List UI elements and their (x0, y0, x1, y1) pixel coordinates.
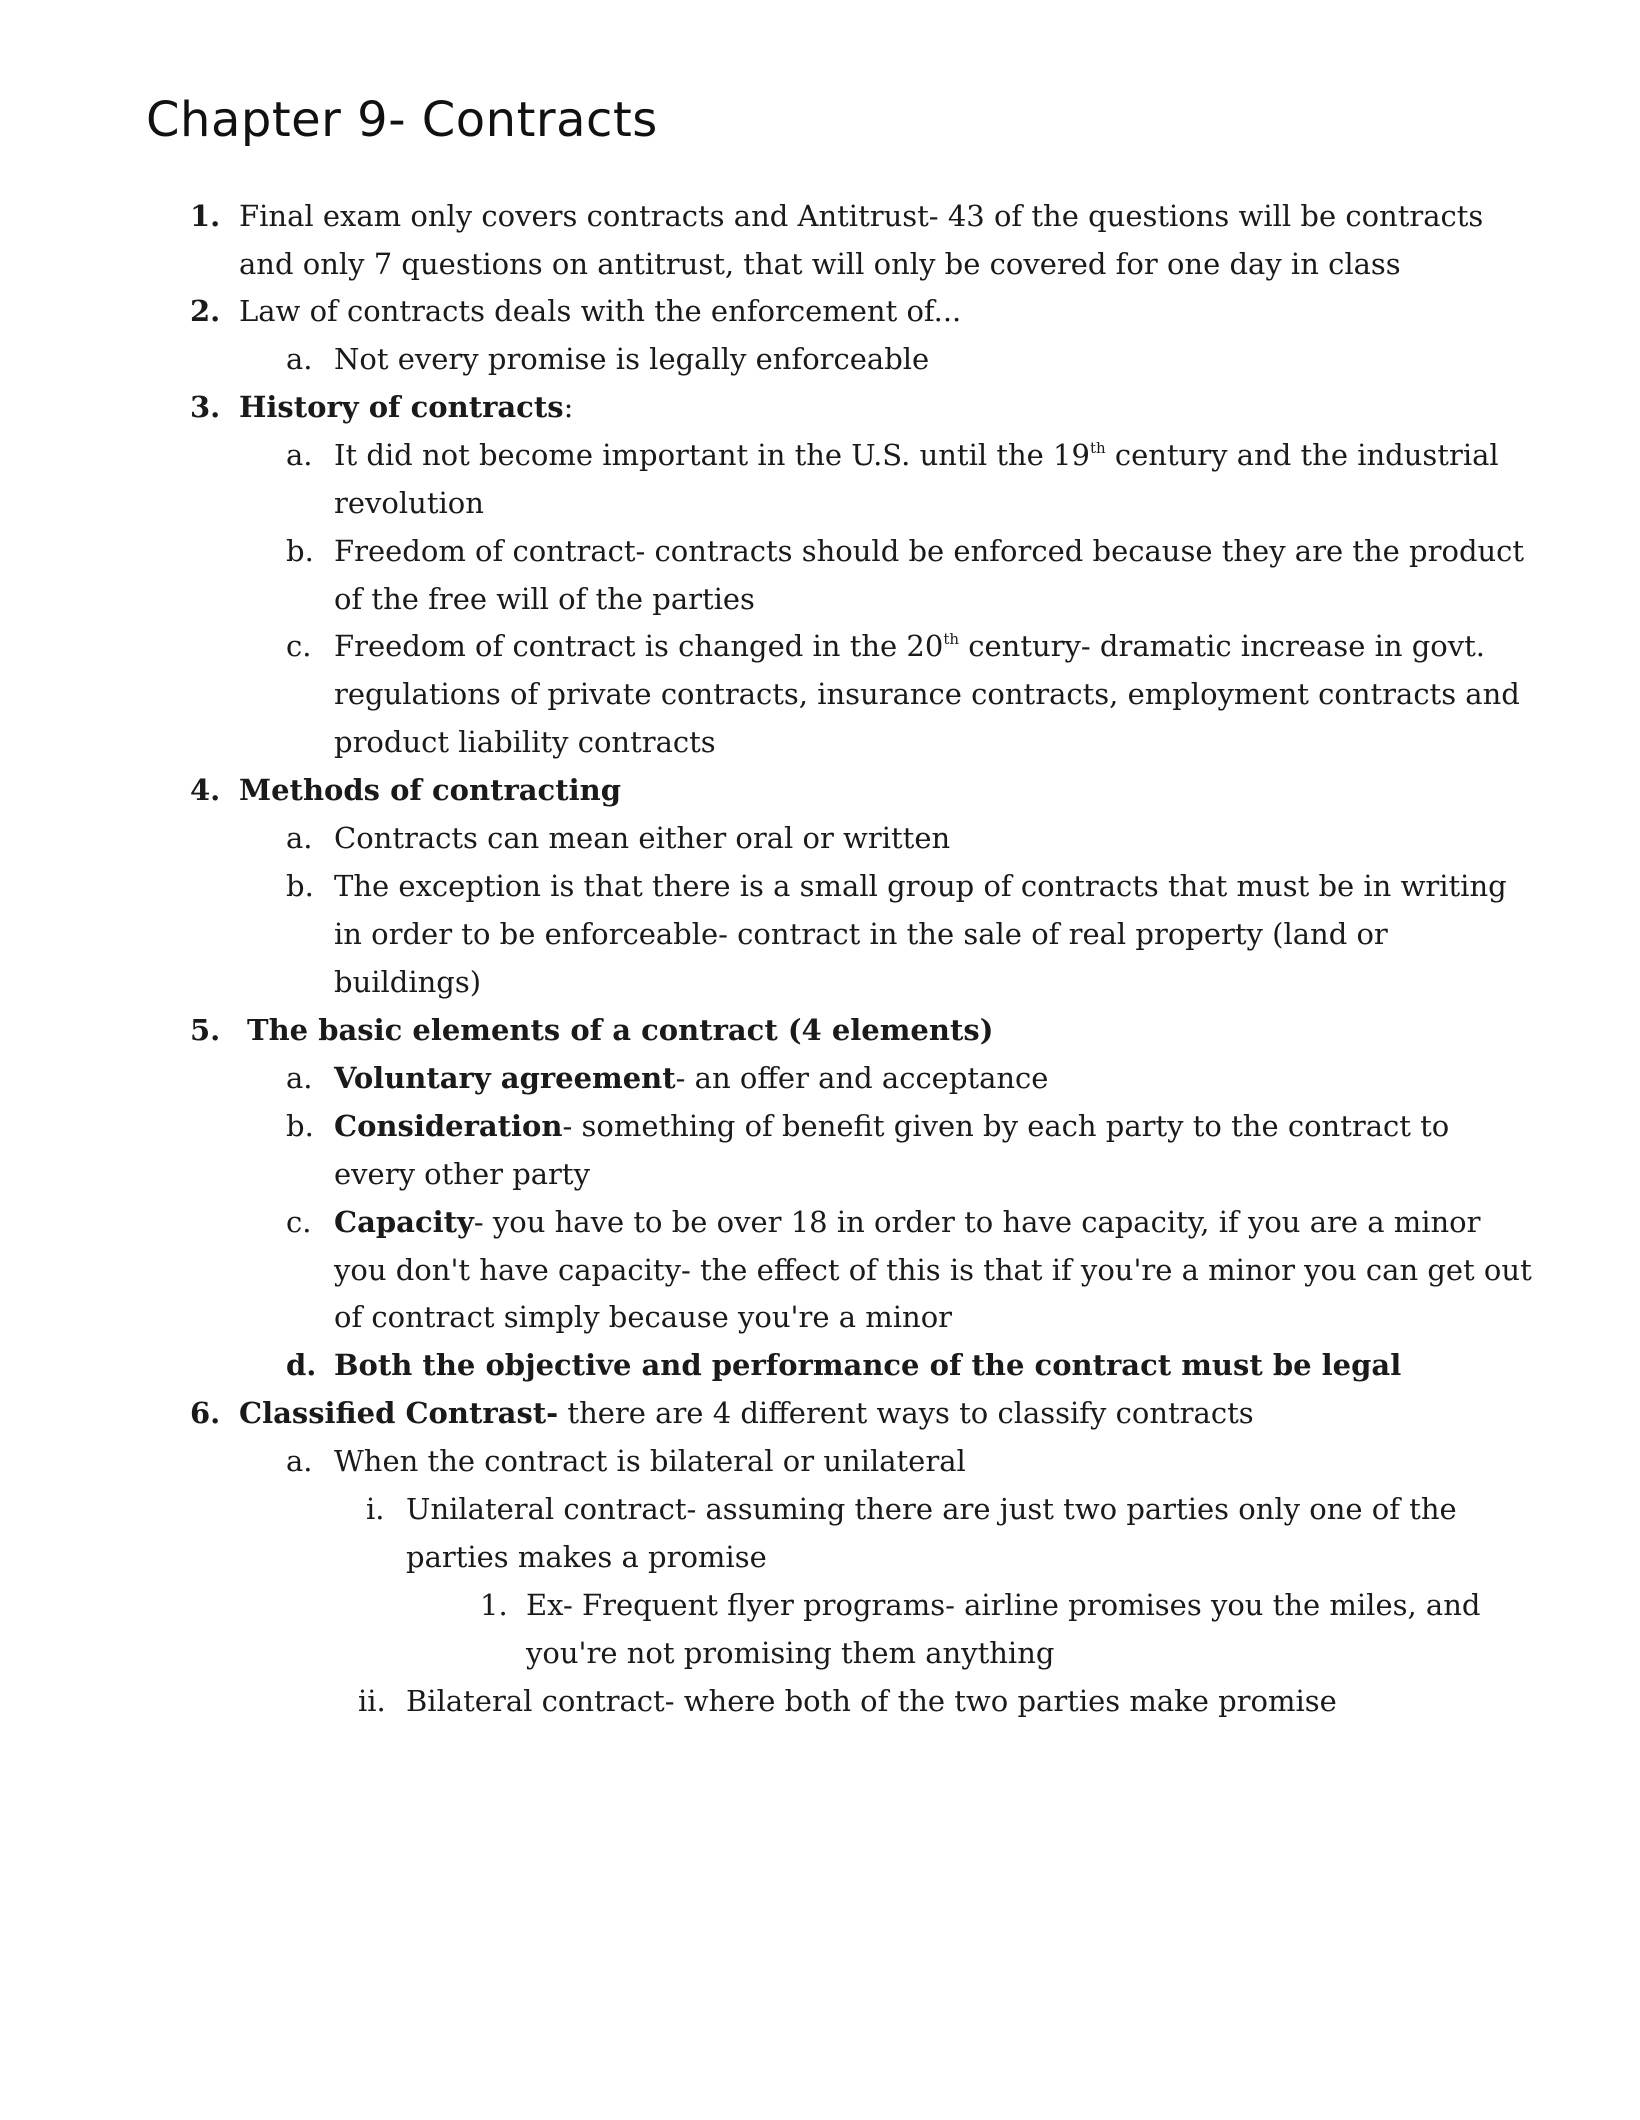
bold-term: Classified Contrast- (239, 1396, 559, 1430)
bold-term: The basic elements of a contract (4 elements) (247, 1013, 994, 1047)
list-marker: b. (286, 534, 314, 568)
list-marker: a. (286, 342, 313, 376)
list-item-text: Consideration- something of benefit given by each party to the contract to (334, 1109, 1450, 1143)
list-marker: 1. (190, 199, 221, 233)
list-marker: 5. (190, 1013, 221, 1047)
list-item-text: of contract simply because you're a minor (334, 1300, 953, 1334)
list-marker: 4. (190, 773, 221, 807)
list-marker: c. (286, 1205, 312, 1239)
list-marker: a. (286, 438, 313, 472)
list-item-text: Classified Contrast- there are 4 different ways to classify contracts (239, 1396, 1254, 1430)
list-marker: 1. (480, 1588, 508, 1622)
list-item-text: Contracts can mean either oral or written (334, 821, 951, 855)
list-marker: b. (286, 869, 314, 903)
list-item-text: Voluntary agreement- an offer and acceptance (334, 1061, 1049, 1095)
list-item-text: parties makes a promise (406, 1540, 767, 1574)
superscript: th (943, 630, 960, 648)
list-item-text (247, 1006, 993, 1054)
list-item-text: revolution (334, 486, 484, 520)
list-item-text: Law of contracts deals with the enforcement of... (239, 294, 962, 328)
list-item-text: buildings) (334, 965, 482, 999)
bold-term: Capacity (334, 1205, 474, 1239)
list-marker: a. (286, 1061, 313, 1095)
list-item-text: every other party (334, 1157, 590, 1191)
list-marker: 6. (190, 1396, 221, 1430)
list-item-text: It did not become important in the U.S. until the 19th century and the industrial (334, 438, 1499, 472)
list-item-text: History of contracts: (239, 390, 574, 424)
page-title: Chapter 9- Contracts (146, 92, 658, 148)
list-item-text: product liability contracts (334, 725, 716, 759)
list-item-text: regulations of private contracts, insurance contracts, employment contracts and (334, 677, 1520, 711)
list-marker: d. (286, 1348, 317, 1382)
list-item-text: you're not promising them anything (526, 1636, 1055, 1670)
list-item-text: Bilateral contract- where both of the two parties make promise (406, 1684, 1337, 1718)
list-item-text: Final exam only covers contracts and Antitrust- 43 of the questions will be contracts (239, 199, 1484, 233)
list-marker: i. (366, 1492, 385, 1526)
bold-term: Methods of contracting (239, 773, 621, 807)
bold-term: History of contracts (239, 390, 564, 424)
list-item-text: Capacity- you have to be over 18 in order to have capacity, if you are a minor (334, 1205, 1481, 1239)
list-item-text: The exception is that there is a small group of contracts that must be in writing (334, 869, 1507, 903)
list-item-text (239, 766, 621, 814)
list-marker: c. (286, 629, 312, 663)
list-marker: a. (286, 821, 313, 855)
list-marker: 3. (190, 390, 221, 424)
list-item-text (334, 1341, 1401, 1389)
list-marker: a. (286, 1444, 313, 1478)
list-marker: ii. (358, 1684, 386, 1718)
bold-term: Voluntary agreement (334, 1061, 676, 1095)
list-item-text: When the contract is bilateral or unilateral (334, 1444, 966, 1478)
list-item-text: Not every promise is legally enforceable (334, 342, 930, 376)
list-item-text: and only 7 questions on antitrust, that will only be covered for one day in class (239, 247, 1401, 281)
list-marker: 2. (190, 294, 221, 328)
list-item-text: Freedom of contract- contracts should be enforced because they are the product (334, 534, 1525, 568)
bold-term: Both the objective and performance of the contract must be legal (334, 1348, 1402, 1382)
list-item-text: of the free will of the parties (334, 582, 755, 616)
list-item-text: you don't have capacity- the effect of this is that if you're a minor you can get out (334, 1253, 1532, 1287)
bold-term: Consideration (334, 1109, 563, 1143)
list-item-text: Unilateral contract- assuming there are just two parties only one of the (406, 1492, 1457, 1526)
list-item-text: in order to be enforceable- contract in the sale of real property (land or (334, 917, 1388, 951)
list-item-text: Freedom of contract is changed in the 20th century- dramatic increase in govt. (334, 629, 1486, 663)
list-marker: b. (286, 1109, 314, 1143)
list-item-text: Ex- Frequent flyer programs- airline promises you the miles, and (526, 1588, 1481, 1622)
superscript: th (1089, 439, 1106, 457)
